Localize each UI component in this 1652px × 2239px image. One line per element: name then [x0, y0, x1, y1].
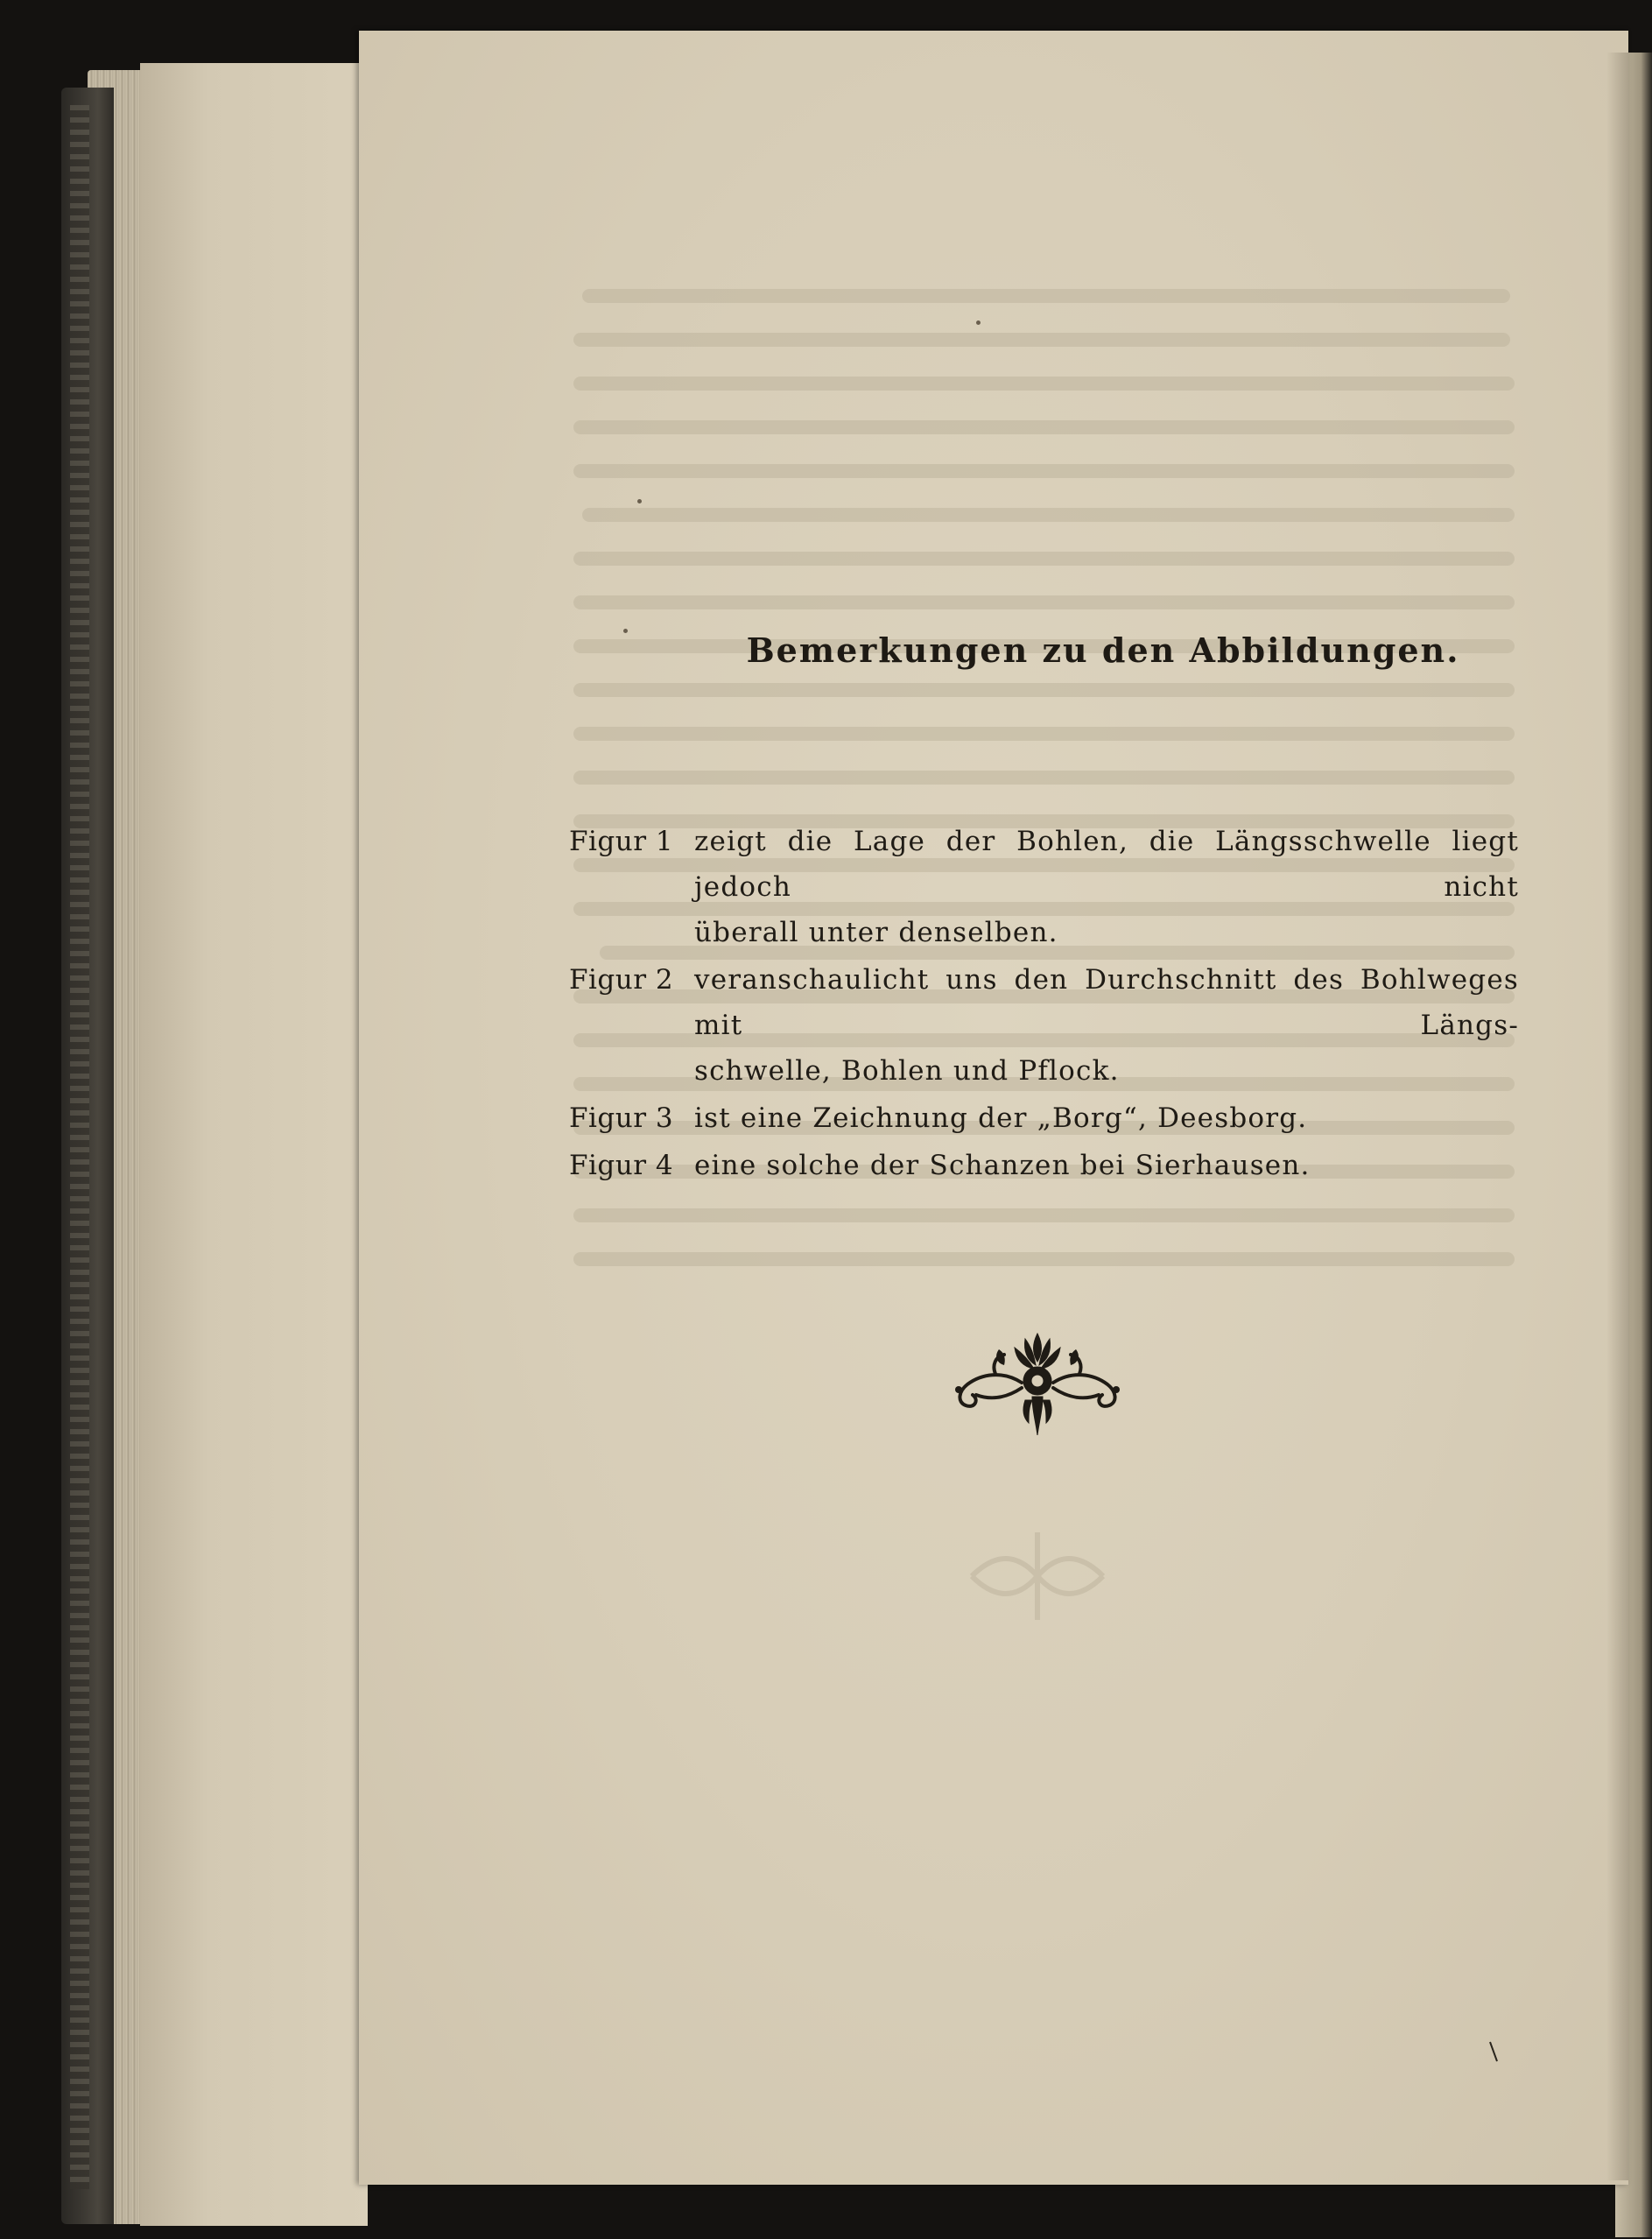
page-heading: Bemerkungen zu den Abbildungen.	[746, 630, 1460, 670]
paper-speck	[976, 320, 981, 325]
left-page	[140, 63, 368, 2226]
figure-entry-4	[569, 1143, 1519, 1188]
figure-label: Figur 3	[569, 1102, 674, 1134]
figure-entry-3	[569, 1095, 1519, 1141]
figure-entry-2	[569, 957, 1519, 1094]
paper-speck	[637, 499, 642, 503]
figure-description: eine solche der Schanzen bei Sierhausen.	[694, 1150, 1311, 1181]
figure-label: Figur 2	[569, 964, 674, 996]
figure-entry-1	[569, 819, 1519, 955]
figure-description: ist eine Zeichnung der „Borg“, Deesborg.	[694, 1102, 1308, 1134]
page-fold-shadow	[1606, 53, 1628, 2180]
figure-description-line: veranschaulicht uns den Durchschnitt des Bohlweges mit Längs-	[694, 964, 1519, 1041]
figure-description-line: zeigt die Lage der Bohlen, die Längsschwelle liegt jedoch nicht	[694, 826, 1519, 903]
figure-description	[694, 819, 1519, 955]
figure-description-line: schwelle, Bohlen und Pflock.	[694, 1055, 1120, 1087]
spine-binding	[70, 105, 89, 2189]
figure-label: Figur 4	[569, 1150, 674, 1181]
figure-label: Figur 1	[569, 826, 674, 857]
figure-description-line: überall unter denselben.	[694, 917, 1058, 948]
show-through-ornament	[937, 1524, 1138, 1629]
figure-list	[569, 819, 1519, 1190]
stray-ink-mark	[1488, 2040, 1499, 2063]
figure-description	[694, 957, 1519, 1094]
paper-speck	[623, 629, 628, 633]
fleuron-ornament-icon	[941, 1327, 1134, 1440]
